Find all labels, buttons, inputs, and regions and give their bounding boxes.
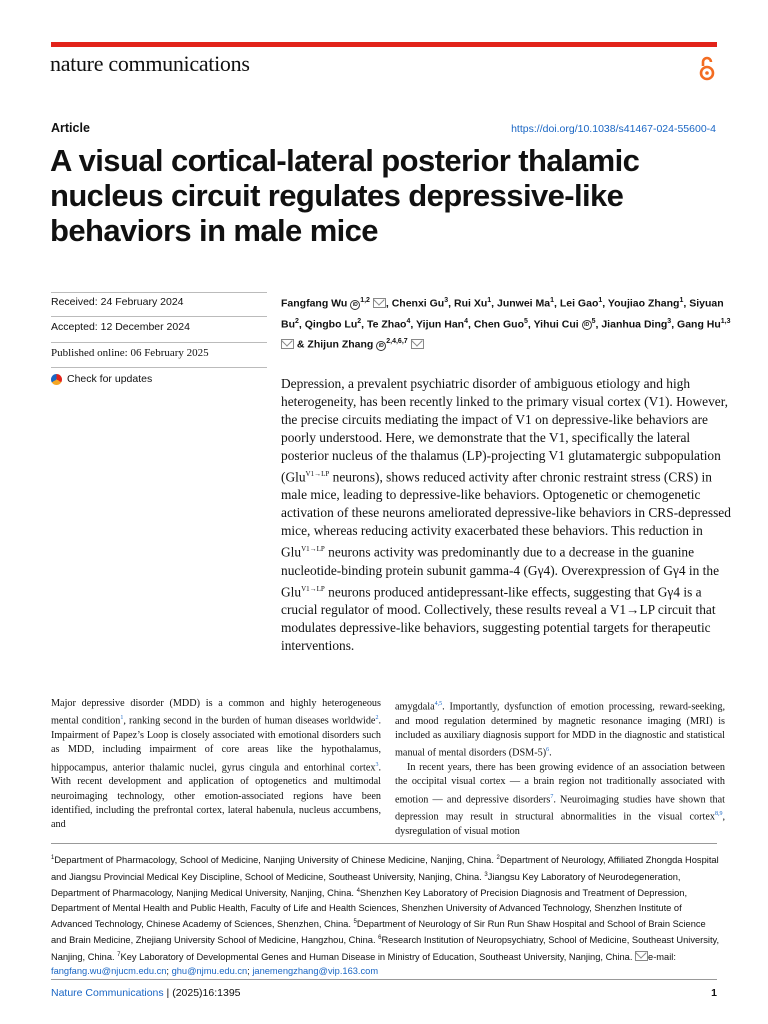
text-run: . With recent development and application of optogenetics and multimodal neuroimaging technology, other emotion-associated regions have been identified, including the prefrontal cortex, lateral habenula, nucleus accumbens, and — [51, 761, 381, 831]
author-name[interactable]: Te Zhao — [367, 318, 407, 330]
open-access-icon — [698, 55, 716, 81]
footer-volume: | (2025)16:1395 — [163, 987, 241, 999]
author-name[interactable]: Chenxi Gu — [391, 297, 445, 310]
author-name[interactable]: Jianhua Ding — [601, 318, 668, 330]
superscript: 2 — [375, 715, 379, 722]
text-run: neurons activity was predominantly due to a decrease in the guanine nucleotide-binding protein subunit gamma-4 (Gγ4). Overexpression of Gγ4 in the Glu — [281, 544, 720, 600]
doi-link[interactable]: https://doi.org/10.1038/s41467-024-55600-4 — [511, 123, 716, 135]
text-run: . Impairment of Papez’s Loop is closely associated with emotional disorders such as MDD, including impairment of core areas like the hypothalamus, hippocampus, anterior thalamic nuclei, gyrus cingula and entorhinal cortex — [51, 715, 381, 773]
affiliation-superscript: 2 — [295, 317, 299, 325]
superscript: 7 — [117, 951, 121, 958]
author-name[interactable]: Lei Gao — [559, 297, 599, 310]
page-number: 1 — [711, 987, 717, 999]
superscript: 5 — [353, 918, 357, 925]
body-column-right — [395, 697, 725, 839]
affiliation-superscript: 3 — [444, 297, 449, 304]
text-run: . — [549, 747, 552, 759]
text-run: Key Laboratory of Developmental Genes and Human Disease in Ministry of Education, Southeast University, Nanjing, China. — [120, 952, 636, 962]
email-link[interactable]: ghu@njmu.edu.cn — [171, 966, 248, 977]
text-run: Department of Neurology of Sir Run Run Shaw Hospital and School of Brain Science and Brain Medicine, Zhejiang University School of Medicine, Hangzhou, China. — [51, 919, 706, 946]
author-name[interactable]: Youjiao Zhang — [607, 297, 680, 310]
orcid-icon[interactable]: iD — [582, 320, 592, 330]
footer-journal-link[interactable]: Nature Communications — [51, 987, 164, 999]
text-run: Jiangsu Key Laboratory of Neurodegeneration, Department of Pharmacology, Nanjing Medical University, Nanjing, China. — [51, 871, 681, 899]
mail-icon[interactable] — [373, 298, 386, 308]
superscript: 2 — [496, 855, 500, 861]
abstract — [281, 375, 733, 655]
article-title: A visual cortical-lateral posterior thalamic nucleus circuit regulates depressive-like behaviors in male mice — [50, 143, 640, 248]
mail-icon[interactable] — [411, 339, 424, 349]
mail-icon[interactable] — [281, 339, 294, 349]
affiliation-superscript: 2 — [357, 317, 362, 325]
affiliation-superscript: 5 — [591, 317, 596, 325]
intro-paragraph — [395, 697, 725, 761]
text-run: , ranking second in the burden of human diseases worldwide — [123, 715, 376, 727]
author-name[interactable]: Junwei Ma — [496, 297, 551, 310]
text-run: neurons produced antidepressant-like effects, suggesting that Gγ4 is a crucial regulator of mood. Collectively, these results reveal a V1→LP circuit that modulates depressive-like behaviors, suggesting potential targets for therapeutic interventions. — [281, 584, 716, 654]
author-name[interactable]: Fangfang Wu — [281, 297, 348, 310]
text-run: , dysregulation of visual motion — [395, 811, 725, 837]
superscript: 6 — [378, 935, 382, 942]
author-name[interactable]: Chen Guo — [473, 318, 524, 330]
affiliation-superscript: 1 — [679, 297, 684, 304]
affiliation-superscript: 1,3 — [720, 317, 731, 325]
mail-icon — [635, 951, 648, 961]
affiliations: $^1$Department of Pharmacology, School of Medicine, Nanjing University of Chinese Medicine, Nanjing, China. $^2$Department of Neurology, Affiliated Zhongda Hospital and Jiangsu Provincial Medical Key Discipline, School of Medicine, Southeast University, Nanjing, China. $^3$Jiangsu Key Laboratory of Neurodegeneration, Department of Pharmacology, Nanjing Medical University, Nanjing, China. $^4$Shenzhen Key Laboratory of Precision Diagnosis and Treatment of Depression, Department of Mental Health and Public Health, Faculty of Life and Health Sciences, Shenzhen University of Advanced Technology, Shenzhen Institute of Advanced Technology, Chinese Academy of Sciences, Shenzhen, China. $^5$Department of Neurology of Sir Run Run Shaw Hospital and School of Brain Science and Brain Medicine, Zhejiang University School of Medicine, Hangzhou, China. $^6$Research Institution of Neuropsychiatry, School of Medicine, Southeast University, Nanjing, China. $^7$Key Laboratory of Developmental Genes and Human Disease in Ministry of Education, Southeast University, Nanjing, China. e-mail: fangfang.wu@njucm.edu.cn; ghu@njmu.edu.cn; janemengzhang@vip.163.com — [51, 855, 720, 977]
superscript: 7 — [550, 793, 554, 800]
author-name[interactable]: Siyuan Bu — [281, 297, 724, 330]
divider — [51, 342, 267, 343]
superscript: 6 — [546, 747, 550, 754]
author-list: Fangfang Wu iD$^{1,2}$ , Chenxi Gu$^3$, Rui Xu$^1$, Junwei Ma$^1$, Lei Gao$^1$, Youjiao Zhang$^1$, Siyuan Bu$^2$, Qingbo Lu$^2$, Te Zhao$^4$, Yijun Han$^4$, Chen Guo$^5$, Yihui Cui $iD^5$, Jianhua Ding$^3$, Gang Hu$^{1,3}$ & Zhijun Zhang iD$^{2,4,6,7}$ — [281, 297, 731, 351]
affiliation-superscript: 1 — [598, 297, 603, 304]
superscript: 4,5 — [434, 701, 443, 707]
divider — [51, 316, 267, 317]
superscript: 1 — [51, 855, 55, 861]
text-run: neurons), shows reduced activity after chronic restraint stress (CRS) in male mice, leading to depressive-like behaviors. Optogenetic or chemogenetic activation of these neurons ameliorated depressive-like behaviors in CRS-depressed mice, whereas reducing activity exacerbated these behaviors. This reduction in Glu — [281, 469, 731, 560]
text-run: . Importantly, dysfunction of emotion processing, reward-seeking, and mood regulation determined by magnetic resonance imaging (MRI) is included as auxiliary diagnosis support for MDD in the diagnostic and statistical manual of mental disorders (DSM-5) — [395, 701, 725, 759]
superscript: 8,9 — [714, 811, 723, 818]
affiliation-superscript: 3 — [667, 317, 672, 325]
text-run: Department of Neurology, Affiliated Zhongda Hospital and Jiangsu Provincial Medical Key Discipline, School of Medicine, Southeast University, Nanjing, China. — [51, 855, 719, 882]
affiliation-superscript: 1 — [550, 297, 554, 304]
body-column-left — [51, 697, 381, 832]
divider — [51, 292, 267, 293]
text-run: Shenzhen Key Laboratory of Precision Diagnosis and Treatment of Depression, Department of Mental Health and Public Health, Faculty of Life and Health Sciences, Shenzhen University of Advanced Technology, Shenzhen Institute of Advanced Technology, Chinese Academy of Sciences, Shenzhen, China. — [51, 888, 688, 929]
affiliation-superscript: 1 — [487, 297, 492, 304]
divider — [51, 367, 267, 368]
check-for-updates-button[interactable] — [51, 373, 152, 385]
superscript: V1→LP — [301, 545, 325, 554]
affiliation-superscript: 4 — [406, 317, 411, 325]
footer-citation — [51, 987, 241, 999]
superscript: 3 — [375, 761, 379, 768]
text-run: In recent years, there has been growing evidence of an association between the occipital visual cortex — a brain region not traditionally associated with emotion — and depressive disorders — [395, 761, 725, 805]
header-accent-bar — [51, 42, 717, 47]
accepted-date: Accepted: 12 December 2024 — [51, 321, 190, 333]
footnote-divider — [51, 843, 717, 844]
intro-paragraph — [395, 761, 725, 839]
affiliation-superscript: 2,4,6,7 — [386, 338, 408, 345]
text-run: amygdala — [395, 701, 435, 713]
text-run: . Neuroimaging studies have shown that depression may result in structural abnormalities in the visual cortex — [395, 793, 725, 823]
journal-name[interactable]: nature communications — [50, 51, 250, 76]
author-name[interactable]: Zhijun Zhang — [307, 338, 374, 351]
affiliation-superscript: 5 — [524, 317, 528, 325]
affiliation-superscript: 4 — [464, 317, 468, 325]
superscript: 4 — [356, 888, 360, 894]
published-date: Published online: 06 February 2025 — [51, 347, 209, 359]
footer-divider — [51, 979, 717, 980]
email-link[interactable]: fangfang.wu@njucm.edu.cn — [51, 966, 167, 977]
text-run: Research Institution of Neuropsychiatry, School of Medicine, Southeast University, Nanjing, China. — [51, 935, 720, 962]
email-label: e-mail: — [648, 952, 676, 962]
affiliation-superscript: 1,2 — [360, 297, 370, 304]
received-date: Received: 24 February 2024 — [51, 296, 184, 308]
superscript: V1→LP — [305, 470, 330, 478]
crossmark-icon — [51, 374, 62, 385]
text-run: Depression, a prevalent psychiatric disorder of ambiguous etiology and high heterogeneity, has been recently linked to the primary visual cortex (V1). However, the precise circuits mediating the impact of V1 on depressive-like behaviors are poorly understood. Here, we demonstrate that the V1, specifically the lateral posterior nucleus of the thalamus (LP)-projecting V1 glutamatergic subpopulation (Glu — [281, 376, 729, 485]
intro-paragraph — [51, 697, 381, 832]
author-name[interactable]: Yihui Cui — [533, 318, 579, 330]
article-type-label: Article — [51, 121, 90, 135]
author-name[interactable]: Qingbo Lu — [304, 318, 358, 330]
author-name[interactable]: Yijun Han — [416, 318, 465, 330]
author-name[interactable]: Rui Xu — [453, 297, 488, 310]
check-updates-label: Check for updates — [67, 373, 153, 385]
superscript: V1→LP — [301, 584, 325, 593]
email-link[interactable]: janemengzhang@vip.163.com — [252, 966, 379, 977]
orcid-icon[interactable]: iD — [350, 300, 360, 310]
superscript: 1 — [120, 715, 124, 722]
orcid-icon[interactable]: iD — [376, 341, 386, 351]
superscript: 3 — [484, 871, 488, 878]
text-run: Major depressive disorder (MDD) is a common and highly heterogeneous mental condition — [51, 698, 381, 727]
author-name[interactable]: Gang Hu — [677, 318, 721, 330]
text-run: Department of Pharmacology, School of Medicine, Nanjing University of Chinese Medicine, Nanjing, China. — [54, 855, 497, 866]
